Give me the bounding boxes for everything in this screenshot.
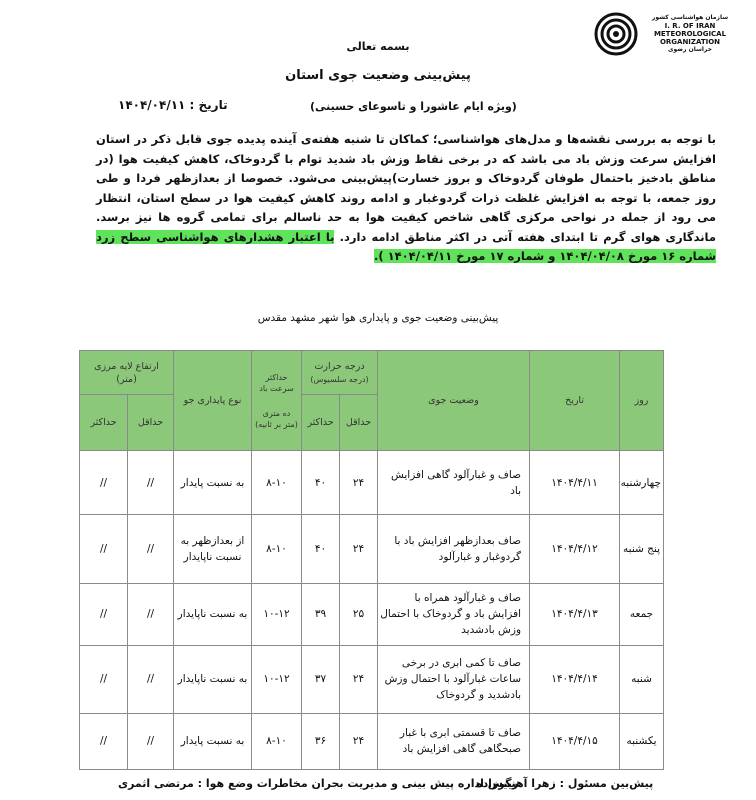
cell-boundary-max: // — [80, 515, 128, 583]
cell-stability: به نسبت پایدار — [174, 451, 252, 515]
header-stability: نوع پایداری جو — [174, 351, 252, 451]
logo-name-en-2: METEOROLOGICAL — [653, 30, 727, 38]
table-caption: پیش‌بینی وضعیت جوی و پایداری هوا شهر مشهد مقدس — [257, 312, 499, 324]
cell-boundary-max: // — [80, 451, 128, 515]
cell-boundary-min: // — [128, 645, 174, 713]
cell-boundary-min: // — [128, 713, 174, 769]
cell-day: چهارشنبه — [620, 451, 664, 515]
cell-weather: صاف و غبارآلود گاهی افزایش باد — [378, 451, 530, 515]
header-wind-label: حداکثر سرعت باد — [259, 372, 294, 393]
logo-name-en-1: I. R. OF IRAN — [664, 22, 716, 30]
cell-stability: به نسبت ناپایدار — [174, 583, 252, 645]
cell-boundary-max: // — [80, 645, 128, 713]
cell-wind: ۸-۱۰ — [252, 451, 302, 515]
cell-boundary-min: // — [128, 515, 174, 583]
cell-boundary-min: // — [128, 583, 174, 645]
head-signature: رییس اداره پیش بینی و مدیریت بحران مخاطرات وضع هوا : مرتضی اثمری — [118, 777, 519, 790]
cell-wind: ۸-۱۰ — [252, 515, 302, 583]
header-day: روز — [620, 351, 664, 451]
cell-temp-min: ۲۴ — [340, 451, 378, 515]
page-title: پیش‌بینی وضعیت جوی استان — [285, 68, 471, 83]
table-row — [80, 451, 664, 515]
cell-temp-max: ۳۶ — [302, 713, 340, 769]
logo-name-en-3: ORGANIZATION — [659, 38, 721, 46]
cell-boundary-max: // — [80, 713, 128, 769]
cell-stability: به نسبت ناپایدار — [174, 645, 252, 713]
cell-temp-max: ۴۰ — [302, 515, 340, 583]
table-row — [80, 713, 664, 769]
cell-date: ۱۴۰۴/۴/۱۲ — [530, 515, 620, 583]
header-temp-min: حداقل — [340, 395, 378, 451]
cell-stability: به نسبت پایدار — [174, 713, 252, 769]
table-row — [80, 645, 664, 713]
table-row — [80, 583, 664, 645]
forecaster-signature: پیش‌بین مسئول : زهرا آهنگرزاده — [476, 777, 654, 790]
header-boundary-unit: (متر) — [116, 373, 137, 385]
cell-temp-max: ۳۷ — [302, 645, 340, 713]
logo-province: خراسان رضوی — [668, 46, 712, 53]
cell-day: یکشنبه — [620, 713, 664, 769]
header-temp-max: حداکثر — [302, 395, 340, 451]
cell-wind: ۱۰-۱۲ — [252, 645, 302, 713]
cell-date: ۱۴۰۴/۴/۱۱ — [530, 451, 620, 515]
cell-day: جمعه — [620, 583, 664, 645]
cell-boundary-min: // — [128, 451, 174, 515]
header-date: تاریخ — [530, 351, 620, 451]
cell-weather: صاف بعدازظهر افزایش باد با گردوغبار و غبارآلود — [378, 515, 530, 583]
cell-date: ۱۴۰۴/۴/۱۳ — [530, 583, 620, 645]
cell-wind: ۸-۱۰ — [252, 713, 302, 769]
cell-boundary-max: // — [80, 583, 128, 645]
cell-wind: ۱۰-۱۲ — [252, 583, 302, 645]
bism-heading: بسمه تعالی — [346, 40, 410, 53]
cell-date: ۱۴۰۴/۴/۱۴ — [530, 645, 620, 713]
page-subtitle: (ویژه ایام عاشورا و تاسوعای حسینی) — [310, 100, 517, 113]
cell-weather: صاف تا قسمتی ابری با غبار صبحگاهی گاهی افزایش باد — [378, 713, 530, 769]
forecast-paragraph — [96, 130, 716, 267]
cell-temp-min: ۲۵ — [340, 583, 378, 645]
warning-highlight: با اعتبار هشدارهای هواشناسی سطح زرد شماره ۱۶ مورخ ۱۴۰۴/۰۴/۰۸ و شماره ۱۷ مورخ ۱۴۰۴/۰۴/۱۱ ). — [96, 229, 716, 263]
cell-weather: صاف و غبارآلود همراه با افزایش باد و گردوخاک با احتمال وزش بادشدید — [378, 583, 530, 645]
forecast-table — [79, 350, 664, 770]
cell-weather: صاف تا کمی ابری در برخی ساعات غبارآلود با احتمال وزش بادشدید و گردوخاک — [378, 645, 530, 713]
cell-date: ۱۴۰۴/۴/۱۵ — [530, 713, 620, 769]
cell-temp-min: ۲۴ — [340, 645, 378, 713]
header-boundary-max: حداکثر — [80, 395, 128, 451]
cell-temp-max: ۴۰ — [302, 451, 340, 515]
cell-temp-min: ۲۴ — [340, 713, 378, 769]
header-temp-label: درجه حرارت — [314, 360, 365, 372]
header-boundary-label: ارتفاع لایه مرزی — [94, 360, 159, 372]
header-boundary — [80, 351, 174, 395]
header-wind-sub: ده متری — [262, 408, 291, 418]
cell-day: شنبه — [620, 645, 664, 713]
header-wind-unit: (متر بر ثانیه) — [255, 419, 298, 429]
header-temp-unit: (درجه سلسیوس) — [310, 374, 369, 384]
logo-name-fa: سازمان هواشناسی کشور — [651, 14, 729, 21]
document-date: تاریخ : ۱۴۰۴/۰۴/۱۱ — [118, 98, 228, 112]
header-temperature — [302, 351, 378, 395]
cell-day: پنج شنبه — [620, 515, 664, 583]
cell-temp-min: ۲۴ — [340, 515, 378, 583]
paragraph-text: با توجه به بررسی نقشه‌ها و مدل‌های هواشناسی؛ کماکان تا شنبه هفته‌ی آینده پدیده جوی قابل ذکر در استان افزایش سرعت وزش باد می باشد که در برخی نقاط وزش باد شدید توام با گردوخاک، کاهش کیفیت هوا (در مناطق بادخیز باحتمال طوفان گردوخاک و بروز خسارت)پیش‌بینی می‌شود. خصوصا از بعدازظهر فردا و طی روز جمعه، با توجه به افزایش غلظت ذرات گردوغبار و ادامه روند کاهش کیفیت هوا در سطح استان، انتظار می رود از جمله در نواحی مرکزی گاهی شاخص کیفیت هوا به حد ناسالم برای تمامی گروه ها نیز برسد. ماندگاری هوای گرم تا ابتدای هفته آتی در اکثر مناطق ادامه دارد. — [96, 132, 716, 244]
header-weather: وضعیت جوی — [378, 351, 530, 451]
cell-temp-max: ۳۹ — [302, 583, 340, 645]
header-boundary-min: حداقل — [128, 395, 174, 451]
cell-stability: از بعدازظهر به نسبت ناپایدار — [174, 515, 252, 583]
header-wind — [252, 351, 302, 451]
table-row — [80, 515, 664, 583]
